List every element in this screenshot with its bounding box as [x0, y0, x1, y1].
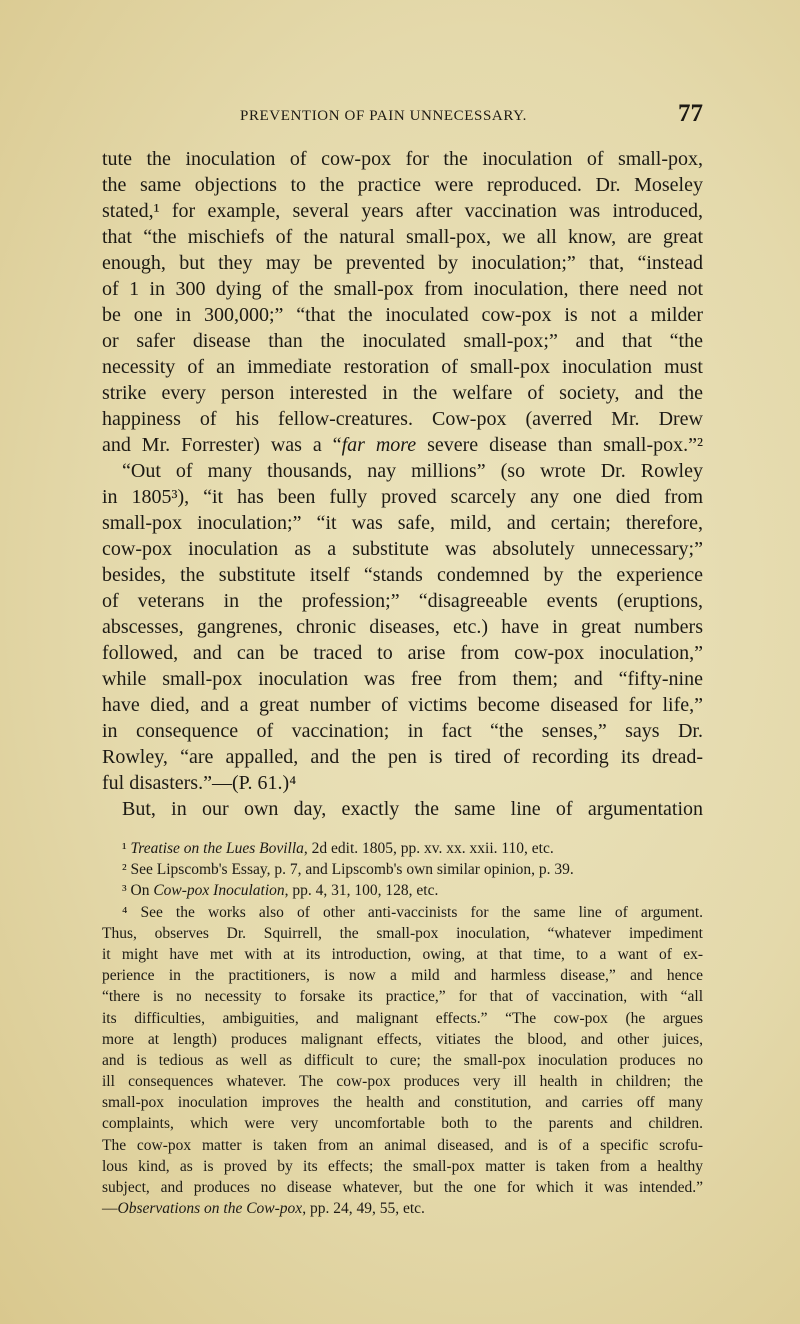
body-line: Rowley, “are appalled, and the pen is tired of recording its dread-: [102, 746, 703, 768]
body-line: stated,¹ for example, several years after vaccination was introduced,: [102, 200, 703, 222]
body-line: while small-pox inoculation was free from them; and “fifty-nine: [102, 668, 703, 690]
body-text: [102, 146, 703, 822]
text-segment: —: [102, 1200, 118, 1218]
body-line: that “the mischiefs of the natural small-pox, we all know, are great: [102, 226, 703, 248]
body-line: followed, and can be traced to arise from cow-pox inoculation,”: [102, 642, 703, 664]
body-line: strike every person interested in the welfare of society, and the: [102, 382, 703, 404]
footnote-line: subject, and produces no disease whatever, but the one for which it was intended.”: [102, 1179, 703, 1196]
body-line: tute the inoculation of cow-pox for the inoculation of small-pox,: [102, 148, 703, 170]
footnote-line: ill consequences whatever. The cow-pox produces very ill health in children; the: [102, 1073, 703, 1091]
footnotes: [102, 838, 703, 1219]
body-line: [102, 432, 703, 458]
body-line: happiness of his fellow-creatures. Cow-pox (averred Mr. Drew: [102, 408, 703, 430]
italic-title: Cow-pox Inoculation: [153, 882, 285, 900]
body-line: of veterans in the profession;” “disagreeable events (eruptions,: [102, 590, 703, 612]
italic-title: far more: [341, 434, 417, 456]
footnote-line: ² See Lipscomb's Essay, p. 7, and Lipscomb's own similar opinion, p. 39.: [122, 861, 574, 879]
text-segment: ³ On: [122, 882, 154, 900]
footnote-line: and is tedious as well as difficult to cure; the small-pox inoculation produces no: [102, 1051, 703, 1069]
italic-title: Observations on the Cow-pox: [117, 1200, 303, 1218]
body-line: or safer disease than the inoculated small-pox;” and that “the: [102, 330, 703, 352]
body-line: in 1805³), “it has been fully proved scarcely any one died from: [102, 486, 703, 508]
footnote-line: “there is no necessity to forsake its practice,” for that of vaccination, with “all: [102, 988, 703, 1006]
body-line: enough, but they may be prevented by inoculation;” that, “instead: [102, 252, 703, 274]
footnote-line: [102, 880, 703, 901]
body-line: “Out of many thousands, nay millions” (so wrote Dr. Rowley: [122, 460, 703, 482]
footnote-line: The cow-pox matter is taken from an animal diseased, and is of a specific scrofu-: [102, 1136, 703, 1154]
text-segment: , pp. 4, 31, 100, 128, etc.: [284, 882, 439, 900]
body-line: besides, the substitute itself “stands condemned by the experience: [102, 564, 703, 586]
footnote-line: lous kind, as is proved by its effects; the small-pox matter is taken from a healthy: [102, 1157, 703, 1175]
footnote-line: Thus, observes Dr. Squirrell, the small-pox inoculation, “whatever impediment: [102, 924, 703, 942]
footnote-line: [102, 838, 703, 859]
footnote-line: it might have met with at its introduction, owing, at that time, to a want of ex-: [102, 945, 703, 963]
body-line: small-pox inoculation;” “it was safe, mild, and certain; therefore,: [102, 512, 703, 534]
body-line: abscesses, gangrenes, chronic diseases, etc.) have in great numbers: [102, 616, 703, 638]
footnote-line: ⁴ See the works also of other anti-vaccinists for the same line of argument.: [122, 903, 703, 921]
footnote-line: complaints, which were very uncomfortable both to the parents and children.: [102, 1115, 703, 1133]
footnote-line: perience in the practitioners, is now a mild and harmless disease,” and hence: [102, 967, 703, 985]
page-number: 77: [678, 100, 703, 127]
body-line: But, in our own day, exactly the same line of argumentation: [122, 798, 703, 820]
body-line: be one in 300,000;” “that the inoculated cow-pox is not a milder: [102, 304, 703, 326]
text-segment: ¹: [122, 840, 131, 857]
text-segment: and Mr. Forrester) was a “: [102, 434, 342, 456]
body-line: in consequence of vaccination; in fact “the senses,” says Dr.: [102, 720, 703, 742]
footnote-line: small-pox inoculation improves the health and constitution, and carries off many: [102, 1094, 703, 1112]
body-line: have died, and a great number of victims become diseased for life,”: [102, 694, 703, 716]
body-line: the same objections to the practice were reproduced. Dr. Moseley: [102, 174, 703, 196]
italic-title: Treatise on the Lues Bovilla: [130, 840, 304, 857]
footnote-line: more at length) produces malignant effects, vitiates the blood, and other juices,: [102, 1030, 703, 1048]
text-segment: , pp. 24, 49, 55, etc.: [302, 1200, 425, 1218]
running-title: PREVENTION OF PAIN UNNECESSARY.: [240, 108, 527, 124]
body-line: ful disasters.”—(P. 61.)⁴: [102, 772, 297, 794]
body-line: cow-pox inoculation as a substitute was absolutely unnecessary;”: [102, 538, 703, 560]
body-line: necessity of an immediate restoration of small-pox inoculation must: [102, 356, 703, 378]
page-header: [102, 100, 703, 132]
text-segment: severe disease than small-pox.”²: [416, 434, 704, 456]
body-line: of 1 in 300 dying of the small-pox from inoculation, there need not: [102, 278, 703, 300]
text-segment: , 2d edit. 1805, pp. xv. xx. xxii. 110, etc.: [303, 840, 554, 857]
footnote-line: [102, 1198, 703, 1219]
footnote-line: its difficulties, ambiguities, and malignant effects.” “The cow-pox (he argues: [102, 1009, 703, 1027]
